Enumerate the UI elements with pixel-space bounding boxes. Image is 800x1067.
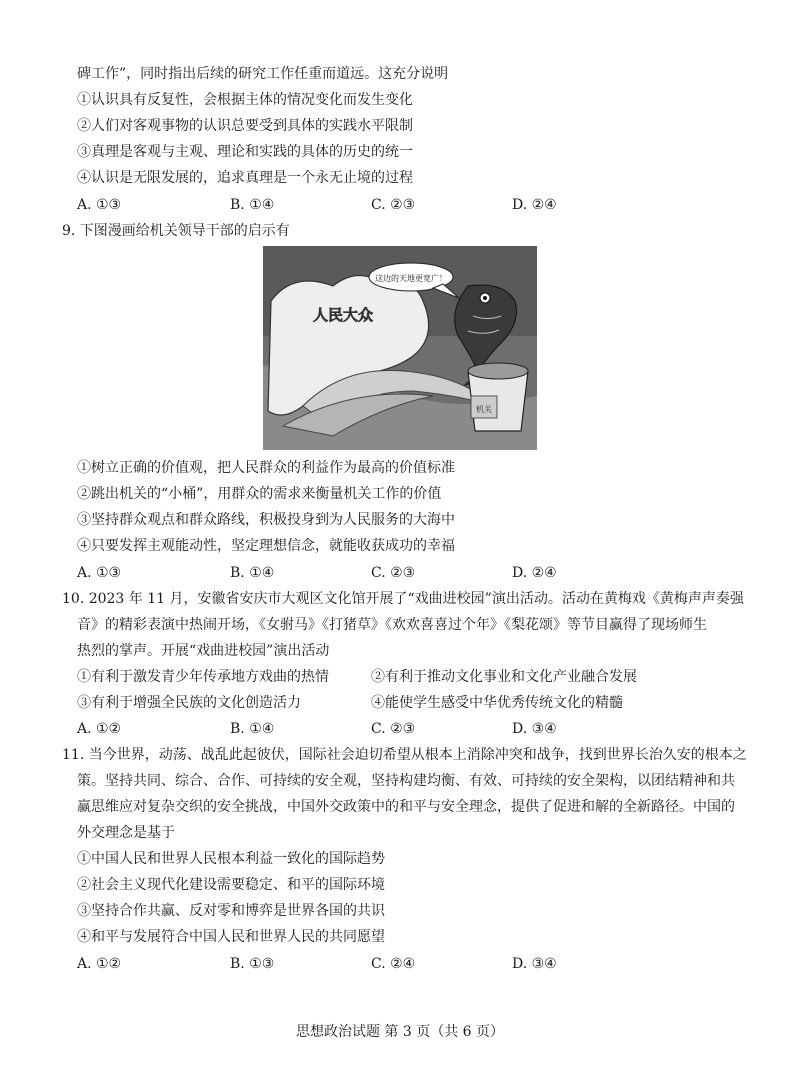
q10-stem-line-1: 10. 2023 年 11 月，安徽省安庆市大观区文化馆开展了“戏曲进校园”演出活动。活动在黄梅戏《黄梅声声奏强 bbox=[62, 591, 744, 607]
q9-option-c: C. ②③ bbox=[371, 565, 416, 581]
wave-label: 人民大众 bbox=[313, 306, 374, 324]
bucket-label: 机关 bbox=[476, 405, 492, 414]
bucket bbox=[468, 363, 528, 431]
q9-item-1: ①树立正确的价值观，把人民群众的利益作为最高的价值标准 bbox=[77, 460, 455, 476]
q11-option-b: B. ①③ bbox=[230, 956, 275, 972]
q11-item-4: ④和平与发展符合中国人民和世界人民的共同愿望 bbox=[77, 929, 385, 945]
q8-stem-tail: 碑工作”，同时指出后续的研究工作任重而道远。这充分说明 bbox=[77, 66, 449, 82]
q11-item-2: ②社会主义现代化建设需要稳定、和平的国际环境 bbox=[77, 877, 385, 893]
q11-option-c: C. ②④ bbox=[371, 956, 416, 972]
q9-item-4: ④只要发挥主观能动性，坚定理想信念，就能收获成功的幸福 bbox=[77, 538, 455, 554]
q8-item-3: ③真理是客观与主观、理论和实践的具体的历史的统一 bbox=[77, 144, 413, 160]
q8-option-d: D. ②④ bbox=[512, 197, 557, 213]
q9-stem: 9. 下图漫画给机关领导干部的启示有 bbox=[62, 223, 290, 239]
q10-stem-line-3: 热烈的掌声。开展“戏曲进校园”演出活动 bbox=[77, 643, 330, 659]
q11-stem-line-3: 赢思维应对复杂交织的安全挑战，中国外交政策中的和平与安全理念，提供了促进和解的全新路径。中国的 bbox=[77, 799, 735, 815]
q11-option-d: D. ③④ bbox=[512, 956, 557, 972]
q8-option-b: B. ①④ bbox=[230, 197, 275, 213]
q10-item-2: ②有利于推动文化事业和文化产业融合发展 bbox=[371, 669, 637, 685]
q10-option-b: B. ①④ bbox=[230, 721, 275, 737]
q8-item-4: ④认识是无限发展的，追求真理是一个永无止境的过程 bbox=[77, 170, 413, 186]
q11-stem-line-4: 外交理念是基于 bbox=[77, 825, 175, 841]
q10-option-d: D. ③④ bbox=[512, 721, 557, 737]
q9-item-2: ②跳出机关的“小桶”，用群众的需求来衡量机关工作的价值 bbox=[77, 486, 442, 502]
speech-text: 这边的天地更宽广！ bbox=[375, 274, 447, 283]
q8-item-1: ①认识具有反复性，会根据主体的情况变化而发生变化 bbox=[77, 92, 413, 108]
q10-option-a: A. ①② bbox=[77, 721, 122, 737]
q8-option-a: A. ①③ bbox=[77, 197, 122, 213]
q9-option-b: B. ①④ bbox=[230, 565, 275, 581]
q11-stem-line-2: 策。坚持共同、综合、合作、可持续的安全观，坚持构建均衡、有效、可持续的安全架构，以团结精神和共 bbox=[77, 773, 735, 789]
q11-item-3: ③坚持合作共赢、反对零和博弈是世界各国的共识 bbox=[77, 903, 385, 919]
q9-option-a: A. ①③ bbox=[77, 565, 122, 581]
q10-option-c: C. ②③ bbox=[371, 721, 416, 737]
q9-option-d: D. ②④ bbox=[512, 565, 557, 581]
q10-item-1: ①有利于激发青少年传承地方戏曲的热情 bbox=[77, 669, 329, 685]
q10-item-3: ③有利于增强全民族的文化创造活力 bbox=[77, 695, 301, 711]
q9-item-3: ③坚持群众观点和群众路线，积极投身到为人民服务的大海中 bbox=[77, 512, 455, 528]
q11-stem-line-1: 11. 当今世界，动荡、战乱此起彼伏，国际社会迫切希望从根本上消除冲突和战争，找到世界长治久安的根本之 bbox=[62, 747, 747, 763]
cartoon-illustration bbox=[263, 246, 537, 450]
q8-option-c: C. ②③ bbox=[371, 197, 416, 213]
q10-stem-line-2: 音》的精彩表演中热闹开场，《女驸马》《打猪草》《欢欢喜喜过个年》《梨花颂》等节目赢得了现场师生 bbox=[77, 617, 707, 633]
q8-item-2: ②人们对客观事物的认识总要受到具体的实践水平限制 bbox=[77, 118, 413, 134]
page-footer: 思想政治试题 第 3 页（共 6 页） bbox=[295, 1024, 505, 1040]
q10-item-4: ④能使学生感受中华优秀传统文化的精髓 bbox=[371, 695, 623, 711]
q11-item-1: ①中国人民和世界人民根本利益一致化的国际趋势 bbox=[77, 851, 385, 867]
q11-option-a: A. ①② bbox=[77, 956, 122, 972]
